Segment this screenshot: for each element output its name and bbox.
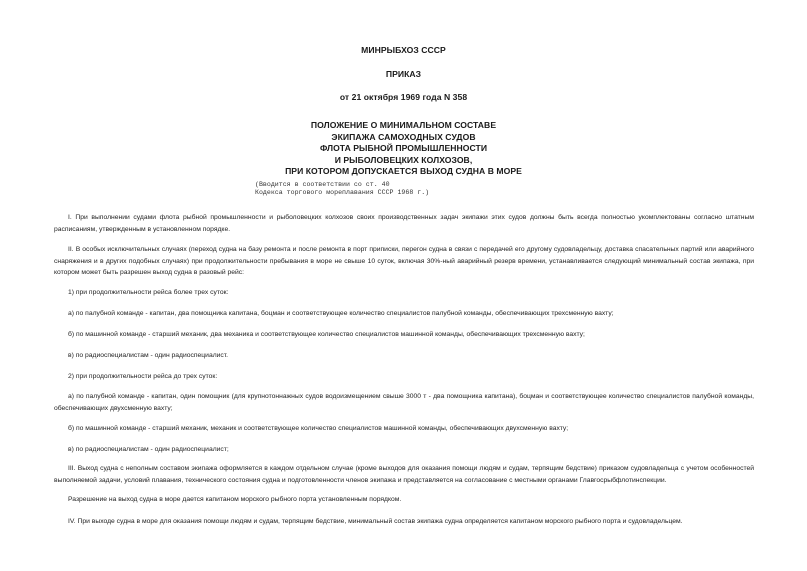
paragraph-item-1a: а) по палубной команде - капитан, два помощника капитана, боцман и соответствующее количество специалистов палубной команды, обеспечивающих трехсменную вахту;: [68, 310, 614, 317]
paragraph-section-3: III. Выход судна с неполным составом экипажа оформляется в каждом отдельном случае (кроме выходов для оказания помощи людям и судам, терпящим бедствие) приказом судовладельца с учетом особенностей выполняемой задачи, условий плавания, технического состояния судна и подготовленности членов экипажа и представляется на согласование с местными органами Главгосрыбфлотинспекции.: [54, 465, 754, 484]
paragraph-section-4: IV. При выходе судна в море для оказания помощи людям и судам, терпящим бедствие, минимальный состав экипажа судна определяется капитаном морского рыбного порта и судовладельцем.: [68, 518, 683, 525]
document-type-heading: ПРИКАЗ: [385, 69, 422, 79]
title-line-5: ПРИ КОТОРОМ ДОПУСКАЕТСЯ ВЫХОД СУДНА В МОРЕ: [285, 166, 522, 176]
title-line-2: ЭКИПАЖА САМОХОДНЫХ СУДОВ: [331, 131, 476, 142]
document-title: [0, 120, 807, 178]
paragraph-permission: Разрешение на выход судна в море дается капитаном морского рыбного порта установленным порядком.: [68, 496, 402, 503]
paragraph-item-2c: в) по радиоспециалистам - один радиоспециалист;: [68, 446, 229, 453]
paragraph-item-1c: в) по радиоспециалистам - один радиоспециалист.: [68, 352, 228, 359]
title-line-1: ПОЛОЖЕНИЕ О МИНИМАЛЬНОМ СОСТАВЕ: [310, 120, 497, 130]
title-line-3: ФЛОТА РЫБНОЙ ПРОМЫШЛЕННОСТИ: [319, 143, 488, 153]
ministry-heading: МИНРЫБХОЗ СССР: [361, 45, 446, 55]
preamble-note-line-1: (Вводится в соответствии со ст. 40: [255, 181, 390, 188]
paragraph-item-1b: б) по машинной команде - старший механик, два механика и соответствующее количество специалистов машинной команды, обеспечивающих трехсменную вахту;: [68, 331, 585, 338]
paragraph-item-2: 2) при продолжительности рейса до трех суток:: [68, 373, 218, 380]
preamble-note: [255, 181, 429, 198]
paragraph-item-2a: а) по палубной команде - капитан, один помощник (для крупнотоннажных судов водоизмещением свыше 3000 т - два помощника капитана), боцман и соответствующее количество специалистов палубной команды, обеспечивающих двухсменную вахту;: [54, 393, 754, 412]
paragraph-section-2: II. В особых исключительных случаях (переход судна на базу ремонта и после ремонта в порт приписки, перегон судна в связи с передачей его другому судовладельцу, доставка спасательных партий или аварийного снаряжения и в других подобных случаях) при продолжительности пребывания в море не свыше 10 суток, включая 30%-ный аварийный резерв времени, устанавливается следующий минимальный состав экипажа, при котором может быть разрешен выход судна в разовый рейс:: [54, 246, 754, 277]
paragraph-item-2b: б) по машинной команде - старший механик, механик и соответствующее количество специалистов машинной команды, обеспечивающих двухсменную вахту;: [68, 425, 569, 432]
document-date-line: от 21 октября 1969 года N 358: [339, 92, 468, 102]
paragraph-item-1: 1) при продолжительности рейса более трех суток:: [68, 289, 229, 296]
preamble-note-line-2: Кодекса торгового мореплавания СССР 1968 г.): [255, 189, 430, 197]
paragraph-section-1: I. При выполнении судами флота рыбной промышленности и рыболовецких колхозов своих производственных задач экипажи этих судов должны быть всегда полностью укомплектованы согласно штатным расписаниям, утвержденным в установленном порядке.: [54, 214, 754, 233]
title-line-4: И РЫБОЛОВЕЦКИХ КОЛХОЗОВ,: [334, 154, 473, 165]
